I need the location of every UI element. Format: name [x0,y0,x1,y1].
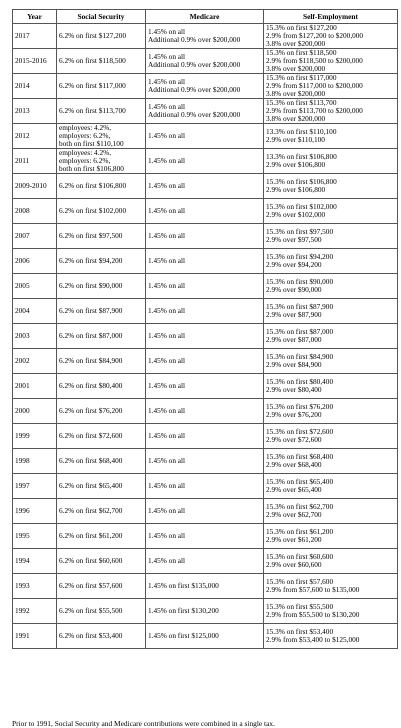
table-row [13,124,398,149]
cell-year: 2008 [13,199,57,224]
cell-social-security: 6.2% on first $127,200 [57,24,146,49]
cell-year: 1993 [13,574,57,599]
cell-year: 2001 [13,374,57,399]
cell-medicare: 1.45% on all [146,474,264,499]
cell-social-security: 6.2% on first $84,900 [57,349,146,374]
table-row [13,24,398,49]
table-row [13,499,398,524]
table-row [13,574,398,599]
cell-self-employment: 13.3% on first $106,800 2.9% over $106,800 [264,149,398,174]
table-row [13,274,398,299]
table-row [13,99,398,124]
table-row [13,199,398,224]
table-row [13,349,398,374]
cell-year: 2004 [13,299,57,324]
cell-self-employment: 15.3% on first $65,400 2.9% over $65,400 [264,474,398,499]
cell-self-employment: 15.3% on first $113,700 2.9% from $113,700 to $200,000 3.8% over $200,000 [264,99,398,124]
cell-medicare: 1.45% on all Additional 0.9% over $200,000 [146,99,264,124]
cell-social-security: 6.2% on first $53,400 [57,624,146,649]
table-body [13,24,398,649]
cell-social-security: 6.2% on first $62,700 [57,499,146,524]
cell-self-employment: 15.3% on first $55,500 2.9% from $55,500 to $130,200 [264,599,398,624]
table-row [13,149,398,174]
table-row [13,49,398,74]
cell-social-security: 6.2% on first $117,000 [57,74,146,99]
cell-medicare: 1.45% on all [146,424,264,449]
cell-self-employment: 15.3% on first $80,400 2.9% over $80,400 [264,374,398,399]
cell-medicare: 1.45% on all [146,549,264,574]
table-row [13,599,398,624]
cell-social-security: 6.2% on first $94,200 [57,249,146,274]
cell-medicare: 1.45% on all Additional 0.9% over $200,000 [146,74,264,99]
cell-social-security: 6.2% on first $65,400 [57,474,146,499]
table-row [13,224,398,249]
cell-self-employment: 15.3% on first $127,200 2.9% from $127,200 to $200,000 3.8% over $200,000 [264,24,398,49]
table-row [13,474,398,499]
cell-social-security: 6.2% on first $97,500 [57,224,146,249]
table-row [13,624,398,649]
cell-self-employment: 13.3% on first $110,100 2.9% over $110,100 [264,124,398,149]
cell-year: 2000 [13,399,57,424]
cell-self-employment: 15.3% on first $117,000 2.9% from $117,000 to $200,000 3.8% over $200,000 [264,74,398,99]
cell-year: 2006 [13,249,57,274]
cell-medicare: 1.45% on all [146,124,264,149]
table-row [13,74,398,99]
cell-medicare: 1.45% on all Additional 0.9% over $200,000 [146,24,264,49]
header-year: Year [13,10,57,24]
cell-social-security: employees: 4.2%, employers: 6.2%, both on first $110,100 [57,124,146,149]
cell-social-security: 6.2% on first $68,400 [57,449,146,474]
cell-social-security: 6.2% on first $118,500 [57,49,146,74]
cell-social-security: 6.2% on first $102,000 [57,199,146,224]
cell-self-employment: 15.3% on first $72,600 2.9% over $72,600 [264,424,398,449]
table-row [13,524,398,549]
cell-social-security: 6.2% on first $57,600 [57,574,146,599]
header-medicare: Medicare [146,10,264,24]
cell-medicare: 1.45% on first $125,000 [146,624,264,649]
cell-year: 2013 [13,99,57,124]
cell-year: 2003 [13,324,57,349]
cell-self-employment: 15.3% on first $102,000 2.9% over $102,000 [264,199,398,224]
cell-year: 2002 [13,349,57,374]
cell-medicare: 1.45% on all [146,174,264,199]
tax-rates-table [12,9,398,649]
cell-year: 1997 [13,474,57,499]
cell-self-employment: 15.3% on first $53,400 2.9% from $53,400 to $125,000 [264,624,398,649]
cell-year: 1999 [13,424,57,449]
cell-year: 2011 [13,149,57,174]
table-header [13,10,398,24]
cell-self-employment: 15.3% on first $90,000 2.9% over $90,000 [264,274,398,299]
cell-medicare: 1.45% on all [146,249,264,274]
cell-medicare: 1.45% on all [146,274,264,299]
cell-year: 2009-2010 [13,174,57,199]
cell-year: 2014 [13,74,57,99]
cell-medicare: 1.45% on all [146,224,264,249]
cell-year: 1992 [13,599,57,624]
cell-year: 2015-2016 [13,49,57,74]
cell-social-security: 6.2% on first $72,600 [57,424,146,449]
header-row [13,10,398,24]
cell-self-employment: 15.3% on first $60,600 2.9% over $60,600 [264,549,398,574]
cell-self-employment: 15.3% on first $118,500 2.9% from $118,500 to $200,000 3.8% over $200,000 [264,49,398,74]
cell-year: 2005 [13,274,57,299]
table-row [13,549,398,574]
table-row [13,449,398,474]
header-self-employment: Self-Employment [264,10,398,24]
cell-medicare: 1.45% on all [146,449,264,474]
table-row [13,399,398,424]
cell-medicare: 1.45% on all [146,374,264,399]
cell-year: 2012 [13,124,57,149]
cell-medicare: 1.45% on all [146,149,264,174]
table-row [13,324,398,349]
cell-year: 1996 [13,499,57,524]
cell-medicare: 1.45% on all [146,349,264,374]
cell-self-employment: 15.3% on first $68,400 2.9% over $68,400 [264,449,398,474]
cell-medicare: 1.45% on all [146,324,264,349]
cell-medicare: 1.45% on all Additional 0.9% over $200,000 [146,49,264,74]
cell-self-employment: 15.3% on first $84,900 2.9% over $84,900 [264,349,398,374]
cell-medicare: 1.45% on all [146,499,264,524]
cell-social-security: 6.2% on first $76,200 [57,399,146,424]
cell-year: 1998 [13,449,57,474]
header-social-security: Social Security [57,10,146,24]
cell-self-employment: 15.3% on first $106,800 2.9% over $106,800 [264,174,398,199]
cell-medicare: 1.45% on all [146,399,264,424]
cell-social-security: 6.2% on first $60,600 [57,549,146,574]
cell-year: 1994 [13,549,57,574]
cell-social-security: 6.2% on first $80,400 [57,374,146,399]
cell-year: 1995 [13,524,57,549]
cell-year: 1991 [13,624,57,649]
cell-social-security: 6.2% on first $87,900 [57,299,146,324]
cell-social-security: 6.2% on first $55,500 [57,599,146,624]
cell-self-employment: 15.3% on first $94,200 2.9% over $94,200 [264,249,398,274]
cell-social-security: 6.2% on first $90,000 [57,274,146,299]
cell-year: 2007 [13,224,57,249]
footnote: Prior to 1991, Social Security and Medicare contributions were combined in a single tax. [12,719,275,728]
cell-social-security: 6.2% on first $106,800 [57,174,146,199]
cell-self-employment: 15.3% on first $76,200 2.9% over $76,200 [264,399,398,424]
table-row [13,174,398,199]
cell-self-employment: 15.3% on first $87,900 2.9% over $87,900 [264,299,398,324]
cell-medicare: 1.45% on first $130,200 [146,599,264,624]
cell-self-employment: 15.3% on first $97,500 2.9% over $97,500 [264,224,398,249]
cell-year: 2017 [13,24,57,49]
cell-medicare: 1.45% on first $135,000 [146,574,264,599]
table-row [13,424,398,449]
cell-self-employment: 15.3% on first $62,700 2.9% over $62,700 [264,499,398,524]
cell-medicare: 1.45% on all [146,299,264,324]
table-row [13,299,398,324]
cell-medicare: 1.45% on all [146,524,264,549]
table-row [13,249,398,274]
cell-social-security: 6.2% on first $87,000 [57,324,146,349]
cell-social-security: 6.2% on first $113,700 [57,99,146,124]
cell-medicare: 1.45% on all [146,199,264,224]
cell-social-security: employees: 4.2%, employers: 6.2%, both on first $106,800 [57,149,146,174]
cell-self-employment: 15.3% on first $61,200 2.9% over $61,200 [264,524,398,549]
cell-self-employment: 15.3% on first $87,000 2.9% over $87,000 [264,324,398,349]
cell-self-employment: 15.3% on first $57,600 2.9% from $57,600 to $135,000 [264,574,398,599]
cell-social-security: 6.2% on first $61,200 [57,524,146,549]
table-row [13,374,398,399]
